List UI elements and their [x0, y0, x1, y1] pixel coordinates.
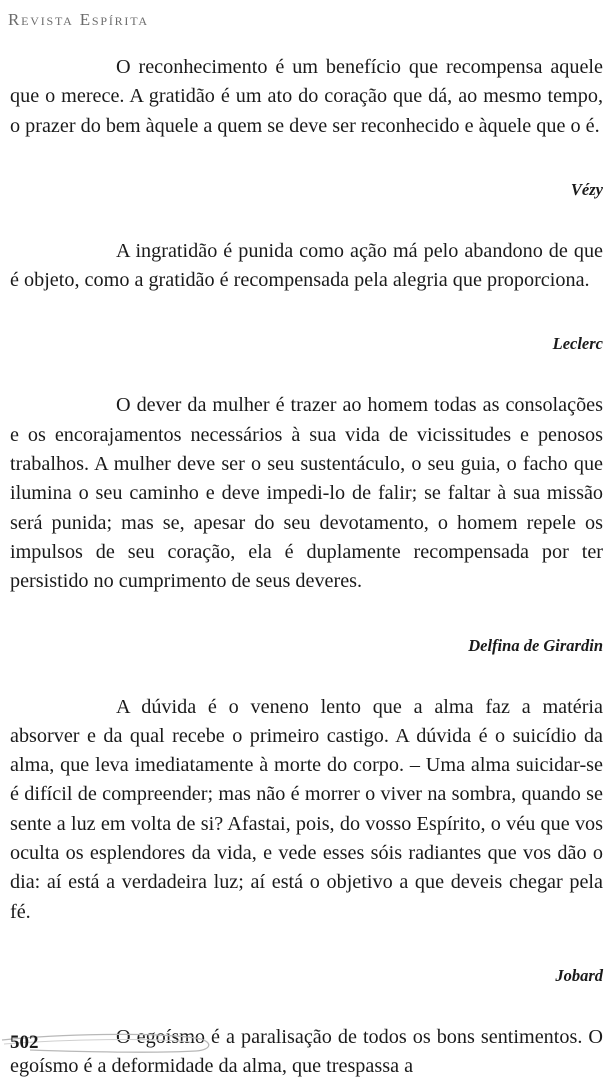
page-number: 502	[10, 1032, 39, 1053]
running-header: Revista Espírita	[8, 10, 149, 29]
message-paragraph: O dever da mulher é trazer ao homem todas as consolações e os encorajamentos necessários à sua vida de vicissitudes e penosos trabalhos. A mulher deve ser o seu sustentáculo, o seu guia, o facho que ilumina o seu caminho e deve impedi-lo de falir; se faltar à sua missão será punida; mas se, apesar do seu devotamento, o homem repele os impulsos de seu coração, ela é duplamente recompensada por ter persistido no cumprimento de seus deveres.	[10, 394, 603, 593]
message-signature: Jobard	[555, 965, 603, 985]
message-paragraph: O reconhecimento é um benefício que recompensa aquele que o merece. A gratidão é um ato do coração que dá, ao mesmo tempo, o prazer do bem àquele a quem se deve ser reconhecido e àquele que o é.	[10, 56, 603, 137]
message-paragraph: A dúvida é o veneno lento que a alma faz a matéria absorver e da qual recebe o primeiro castigo. A dúvida é o suicídio da alma, que leva imediatamente à morte do corpo. – Uma alma suicidar-se é difícil de compreender; mas não é morrer o viver na sombra, quando se sente a luz em volta de si? Afastai, pois, do vosso Espírito, o véu que vos oculta os esplendores da vida, e vede esses sóis radiantes que vos dão o dia: aí está a verdadeira luz; aí está o objetivo a que deveis chegar pela fé.	[10, 695, 603, 923]
page-body	[10, 53, 603, 1082]
message-paragraph: A ingratidão é punida como ação má pelo abandono de que é objeto, como a gratidão é recompensada pela alegria que proporciona.	[10, 239, 603, 292]
message-signature: Leclerc	[552, 334, 603, 354]
message-signature: Delfina de Girardin	[468, 635, 603, 655]
message-paragraph: O egoísmo é a paralisação de todos os bons sentimentos. O egoísmo é a deformidade da alma, que trespassa a	[10, 1025, 603, 1078]
page-footer	[0, 1020, 611, 1066]
message-signature: Vézy	[570, 179, 603, 199]
